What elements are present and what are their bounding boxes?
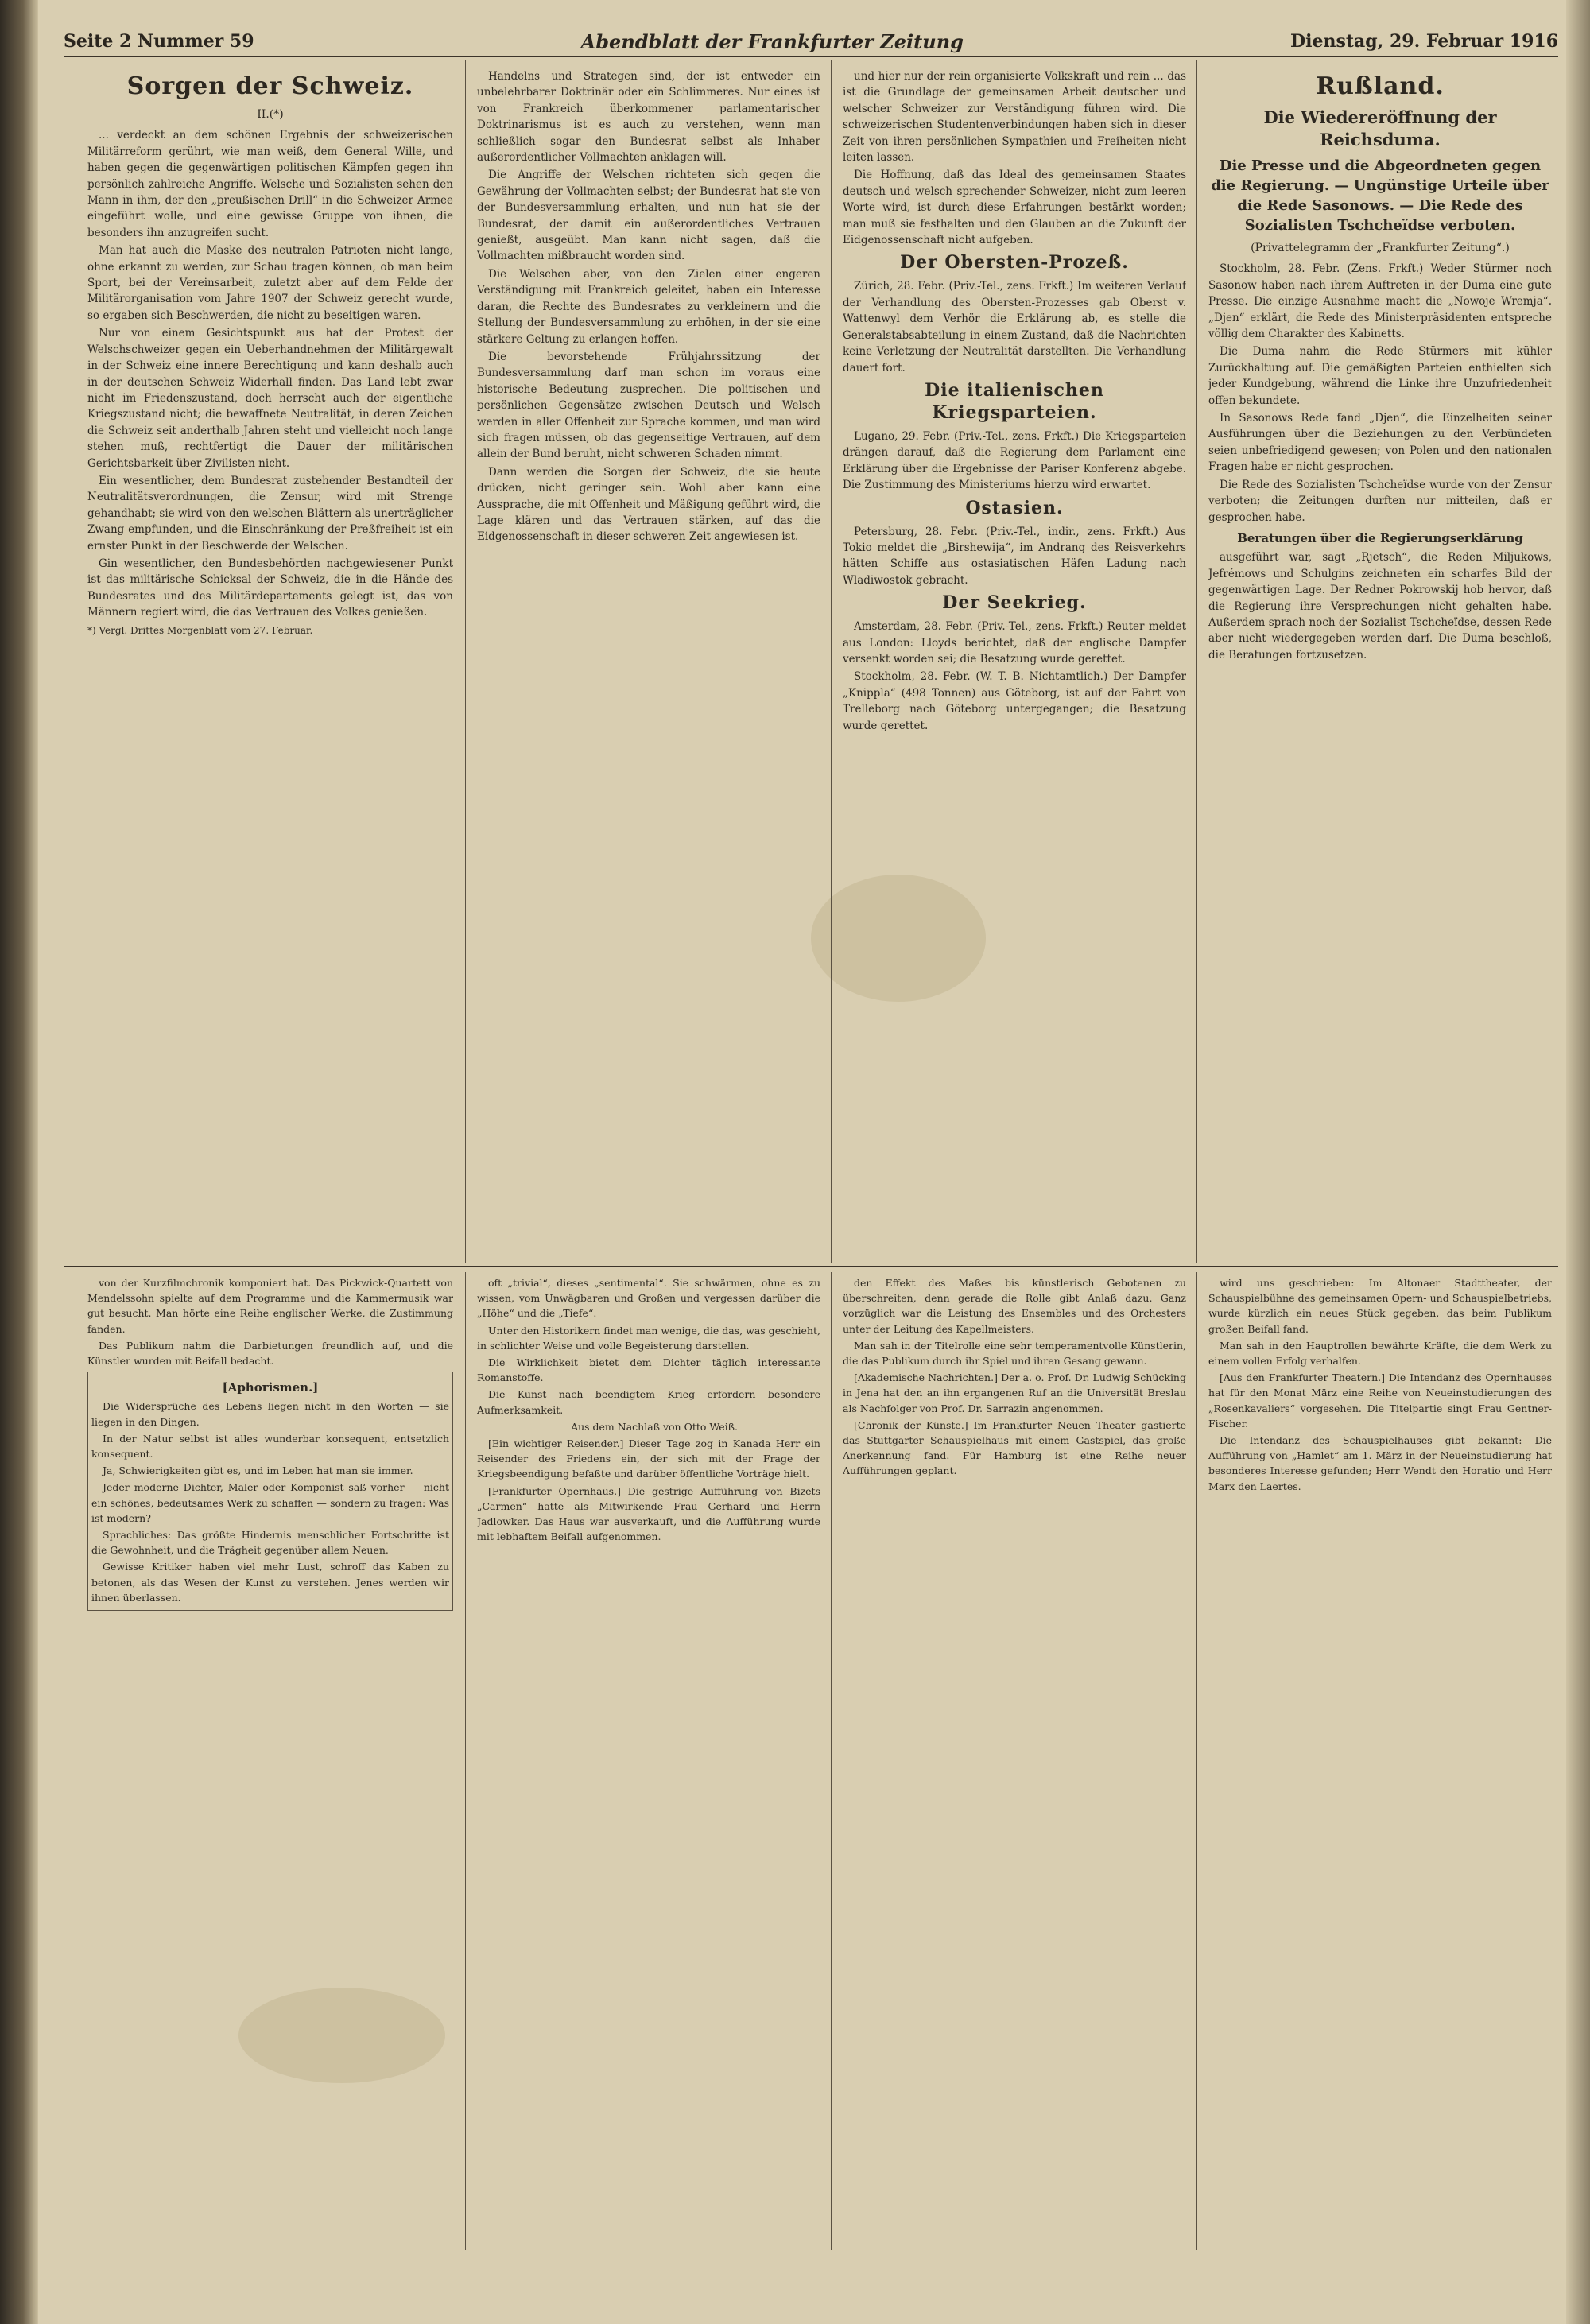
article-paragraph: Man hat auch die Maske des neutralen Patrioten nicht lange, ohne erkannt zu werden, zur Schau tragen können, ob man beim Sport, bei der Vereinsarbeit, zuletzt aber auf dem Felde der Militärorganisation vom Jahre 1907 der Schweiz gerecht wurde, so ergaben sich Beschwerden, die nicht zu beseitigen waren. [87, 244, 453, 322]
news-note: [Frankfurter Opernhaus.] Die gestrige Aufführung von Bizets „Carmen“ hatte als Mitwirkende Frau Gerhard und Herrn Jadlowker. Das Haus war ausverkauft, und die Aufführung wurde mit lebhaftem Beifall aufgenommen. [477, 1484, 820, 1543]
aphorism: Ja, Schwierigkeiten gibt es, und im Leben hat man sie immer. [103, 1465, 413, 1477]
feuilleton-column-1 [87, 1275, 453, 2245]
section-headline: Die italienischen Kriegsparteien. [925, 379, 1104, 423]
article-paragraph: Die Kunst nach beendigtem Krieg erfordern besondere Aufmerksamkeit. [477, 1388, 820, 1416]
article-paragraph: Die bevorstehende Frühjahrssitzung der Bundesversammlung darf man schon im voraus eine historische Bedeutung zusprechen. Die politischen und persönlichen Gegensätze zwischen Deutsch und Welsch werden in aller Offenheit zur Sprache kommen, und man wird sich fragen müssen, ob das gegenseitige Vertrauen, auf dem allein der Bund beruht, nicht schweren Schaden nimmt. [477, 350, 820, 461]
article-headline: Rußland. [1316, 72, 1445, 100]
news-note: [Aus den Frankfurter Theatern.] Die Intendanz des Opernhauses hat für den Monat März eine Reihe von Neueinstudierungen des „Rosenkavaliers“ vorgesehen. Die Titelpartie singt Frau Gentner-Fischer. [1208, 1372, 1552, 1430]
issue-date: Dienstag, 29. Februar 1916 [1290, 31, 1558, 52]
aphorism: Gewisse Kritiker haben viel mehr Lust, schroff das Kaben zu betonen, als das Wesen der Kunst zu verstehen. Jenes werden wir ihnen überlassen. [91, 1561, 449, 1604]
section-headline: Der Obersten-Prozeß. [900, 252, 1129, 274]
article-paragraph: Die Wirklichkeit bietet dem Dichter täglich interessante Romanstoffe. [477, 1356, 820, 1384]
article-sorgen-der-schweiz [87, 68, 453, 1261]
news-note: [Chronik der Künste.] Im Frankfurter Neuen Theater gastierte das Stuttgarter Schauspielhaus mit einem Gastspiel, das große Anerkennung fand. Für Hamburg ist eine Reihe neuer Aufführungen geplant. [843, 1418, 1186, 1477]
article-paragraph: Man sah in der Titelrolle eine sehr temperamentvolle Künstlerin, die das Publikum durch ihr Spiel und ihren Gesang gewann. [843, 1339, 1186, 1368]
article-paragraph: Ein wesentlicher, dem Bundesrat zustehender Bestandteil der Neutralitätsverordnungen, die Zensur, wird mit Strenge gehandhabt; sie wird von den welschen Blättern als unerträglicher Zwang empfunden, und die Einschränkung der Preßfreiheit ist ein ernster Punkt in der Beschwerde der Welschen. [87, 474, 453, 553]
article-paragraph: Stockholm, 28. Febr. (Zens. Frkft.) Weder Stürmer noch Sasonow haben nach ihrem Auftreten in der Duma eine gute Presse. Die einzige Ausnahme macht die „Nowoje Wremja“. „Djen“ erklärt, die Rede des Ministerpräsidenten entspreche völlig dem Charakter des Kabinetts. [1208, 262, 1552, 341]
article-paragraph: Petersburg, 28. Febr. (Priv.-Tel., indir., zens. Frkft.) Aus Tokio meldet die „Birshewija“, im Andrang des Reisverkehrs hätten Schiffe aus ostasiatischen Häfen Ladung nach Wladiwostok gebracht. [843, 525, 1186, 587]
article-paragraph: ausgeführt war, sagt „Rjetsch“, die Reden Miljukows, Jefrémows und Schulgins zeichneten ein scharfes Bild der gegenwärtigen Lage. Der Redner Pokrowskij hob hervor, daß die Regierung ihre Versprechungen nicht gehalten habe. Außerdem sprach noch der Sozialist Tschcheïdse, dessen Rede aber nicht wiedergegeben werden darf. Die Duma beschloß, die Beratungen fortzusetzen. [1208, 551, 1552, 662]
column-rule [465, 1272, 466, 2250]
news-note: [Akademische Nachrichten.] Der a. o. Prof. Dr. Ludwig Schücking in Jena hat den an ihn ergangenen Ruf an die Universität Breslau als Nachfolger von Prof. Dr. Sarrazin angenommen. [843, 1372, 1186, 1414]
article-paragraph: Die Duma nahm die Rede Stürmers mit kühler Zurückhaltung auf. Die gemäßigten Parteien enthielten sich jeder Kundgebung, während die Linke ihre Unzufriedenheit offen bekundete. [1208, 345, 1552, 407]
article-paragraph: Lugano, 29. Febr. (Priv.-Tel., zens. Frkft.) Die Kriegsparteien drängen darauf, daß die Regierung dem Parlament eine Erklärung über die Ergebnisse der Pariser Konferenz abgebe. Die Zustimmung des Ministeriums hierzu wird erwartet. [843, 429, 1186, 492]
article-paragraph: Die Angriffe der Welschen richteten sich gegen die Gewährung der Vollmachten selbst; der Bundesrat hat sie von der Bundesversammlung erhalten, und nun hat sie der Bundesrat, der damit ein außerordentliches Vertrauen genießt, ausgeübt. Man kann nicht sagen, daß die Vollmachten mißbraucht worden sind. [477, 169, 820, 263]
article-paragraph: Amsterdam, 28. Febr. (Priv.-Tel., zens. Frkft.) Reuter meldet aus London: Lloyds berichtet, daß der englische Dampfer versenkt worden sei; die Besatzung wurde gerettet. [843, 620, 1186, 665]
section-headline: Der Seekrieg. [942, 592, 1087, 614]
footnote: *) Vergl. Drittes Morgenblatt vom 27. Februar. [87, 624, 313, 636]
article-paragraph: Die Hoffnung, daß das Ideal des gemeinsamen Staates deutsch und welsch sprechender Schweizer, nicht zum leeren Worte wird, ist durch diese Erfahrungen bestärkt worden; man muß sie festhalten und den Glauben an die Zukunft der Eidgenossenschaft nicht aufgeben. [843, 169, 1186, 247]
article-paragraph: wird uns geschrieben: Im Altonaer Stadttheater, der Schauspielbühne des gemeinsamen Opern- und Schauspielbetriebs, wurde kürzlich ein neues Stück gegeben, das beim Publikum großen Beifall fand. [1208, 1277, 1552, 1335]
aphorism: Jeder moderne Dichter, Maler oder Komponist saß vorher — nicht ein schönes, bedeutsames Werk zu schaffen — sondern zu fragen: Was ist modern? [91, 1481, 449, 1524]
feuilleton-column-3 [843, 1275, 1186, 2245]
article-paragraph: In Sasonows Rede fand „Djen“, die Einzelheiten seiner Ausführungen über die Beziehungen zu den Verbündeten seien unbefriedigend gewesen; von Polen und den nationalen Fragen habe er nicht gesprochen. [1208, 412, 1552, 474]
feuilleton-column-2 [477, 1275, 820, 2245]
article-paragraph: von der Kurzfilmchronik komponiert hat. Das Pickwick-Quartett von Mendelssohn spielte auf dem Programme und die Kammermusik war gut besucht. Man hörte eine Reihe englischer Werke, die Zustimmung fanden. [87, 1277, 453, 1335]
article-paragraph: Das Publikum nahm die Darbietungen freundlich auf, und die Künstler wurden mit Beifall bedacht. [87, 1339, 453, 1368]
masthead [64, 27, 1558, 57]
article-paragraph: Die Welschen aber, von den Zielen einer engeren Verständigung mit Frankreich geleitet, haben ein Interesse daran, die Rechte des Bundesrates zu verkleinern und die Stellung der Bundesversammlung zu erhöhen, in der sie eine stärkere Geltung zu erlangen hoffen. [477, 267, 820, 346]
article-paragraph: Nur von einem Gesichtspunkt aus hat der Protest der Welschschweizer gegen ein Ueberhandnehmen der Militärgewalt in der Schweiz eine innere Berechtigung und kann deshalb auch in der deutschen Schweiz Widerhall finden. Das Land lebt zwar nicht im Friedenszustand, doch herrscht auch der eigentliche Kriegszustand nicht; die bewaffnete Neutralität, in deren Zeichen die Schweiz seit anderthalb Jahren steht und vielleicht noch lange stehen muß, rechtfertigt die Dauer der militärischen Gerichtsbarkeit über Zivilisten nicht. [87, 327, 453, 470]
aphorism: Die Widersprüche des Lebens liegen nicht in den Worten — sie liegen in den Dingen. [91, 1400, 449, 1428]
section-divider [64, 1266, 1558, 1267]
article-part-number: II.(*) [257, 108, 284, 121]
article-subdeck: Die Presse und die Abgeordneten gegen die Regierung. — Ungünstige Urteile über die Rede Sasonows. — Die Rede des Sozialisten Tschcheïdse verboten. [1211, 157, 1549, 234]
column-rule [831, 1272, 832, 2250]
article-paragraph: Stockholm, 28. Febr. (W. T. B. Nichtamtlich.) Der Dampfer „Knippla“ (498 Tonnen) aus Göteborg, ist auf der Fahrt von Trelleborg nach Göteborg untergegangen; die Besatzung wurde gerettet. [843, 670, 1186, 732]
column-rule [465, 60, 466, 1263]
aphorism: Sprachliches: Das größte Hindernis menschlicher Fortschritte ist die Gewohnheit, und die Trägheit gegenüber allem Neuen. [91, 1529, 449, 1557]
article-paragraph: Die Rede des Sozialisten Tschcheïdse wurde von der Zensur verboten; die Zeitungen durften nur mitteilen, daß er gesprochen habe. [1208, 478, 1552, 524]
article-paragraph: und hier nur der rein organisierte Volkskraft und rein ... das ist die Grundlage der gemeinsamen Arbeit deutscher und welscher Schweizer zur Verständigung führen wird. Die schweizerischen Studentenverbindungen haben sich in dieser Zeit von ihren persönlichen Sympathien und Freiheiten nicht leiten lassen. [843, 70, 1186, 165]
newspaper-title: Abendblatt der Frankfurter Zeitung [580, 29, 964, 53]
article-deck: Die Wiedereröffnung der Reichsduma. [1263, 107, 1497, 149]
article-paragraph: den Effekt des Maßes bis künstlerisch Gebotenen zu überschreiten, denn gerade die Rolle gibt Anlaß dazu. Ganz vorzüglich war die Leistung des Ensembles und des Orchesters unter der Leitung des Kapellmeisters. [843, 1277, 1186, 1335]
section-headline: Ostasien. [965, 497, 1064, 518]
article-paragraph: Handelns und Strategen sind, der ist entweder ein unbelehrbarer Doktrinär oder ein Schlimmeres. Nur eines ist von Frankreich überkommener parlamentarischer Doktrinarismus ist es auch zu verstehen, wenn man schließlich sogar den Bundesrat selbst als Inhaber außerordentlicher Vollmachten anklagen will. [477, 70, 820, 165]
book-binding-edge [0, 0, 38, 2324]
article-paragraph: oft „trivial“, dieses „sentimental“. Sie schwärmen, ohne es zu wissen, vom Unwägbaren und Großen und vergessen darüber die „Höhe“ und die „Tiefe“. [477, 1277, 820, 1320]
article-paragraph: ... verdeckt an dem schönen Ergebnis der schweizerischen Militärreform gerührt, wie man weiß, dem General Wille, und haben gegen die gegenwärtigen politischen Kämpfen gegen ihn persönlich zahlreiche Angriffe. Welsche und Sozialisten sehen den Mann in ihm, der den „preußischen Drill“ in die Schweizer Armee eingeführt wolle, und eine gewisse Gruppe von ihnen, die besonders ihn anzugreifen sucht. [87, 129, 453, 239]
page-right-edge [1566, 0, 1590, 2324]
news-column [843, 68, 1186, 1261]
article-paragraph: Man sah in den Hauptrollen bewährte Kräfte, die dem Werk zu einem vollen Erfolg verhalfen. [1208, 1339, 1552, 1368]
column-rule [1196, 60, 1197, 1263]
column-rule [1196, 1272, 1197, 2250]
news-note: [Ein wichtiger Reisender.] Dieser Tage zog in Kanada Herr ein Reisender des Friedens ein, der sich mit der Frage der Kriegsbeendigung befaßte und darüber öffentliche Vorträge hielt. [477, 1437, 820, 1480]
attribution: Aus dem Nachlaß von Otto Weiß. [571, 1420, 738, 1433]
article-paragraph: Gin wesentlicher, den Bundesbehörden nachgewiesener Punkt ist das militärische Schicksal der Schweiz, die in die Hände des Bundesrates und des Militärdepartements gelegt ist, das von Männern regiert wird, die das Vertrauen des Volkes genießen. [87, 557, 453, 619]
page-number: Seite 2 Nummer 59 [64, 31, 254, 52]
article-source: (Privattelegramm der „Frankfurter Zeitung“.) [1251, 242, 1510, 254]
news-note: Die Intendanz des Schauspielhauses gibt bekannt: Die Aufführung von „Hamlet“ am 1. März in der Neueinstudierung hat besonderes Interesse gefunden; Herr Wendt den Horatio und Herr Marx den Laertes. [1208, 1434, 1552, 1492]
article-continuation [477, 68, 820, 1261]
article-headline: Sorgen der Schweiz. [126, 72, 414, 100]
article-paragraph: Dann werden die Sorgen der Schweiz, die sie heute drücken, nicht geringer sein. Wohl aber kann eine Aussprache, die mit Offenheit und Mäßigung geführt wird, die Lage klären und das Vertrauen stärken, auf das die Eidgenossenschaft in dieser schweren Zeit angewiesen ist. [477, 465, 820, 544]
article-paragraph: Zürich, 28. Febr. (Priv.-Tel., zens. Frkft.) Im weiteren Verlauf der Verhandlung des Obersten-Prozesses gab Oberst v. Wattenwyl dem Verhör die Erklärung ab, es stelle die Generalstabsabteilung in einem Zustand, daß die Nachrichten keine Verletzung der Neutralität darstellten. Die Verhandlung dauert fort. [843, 280, 1186, 374]
article-paragraph: Unter den Historikern findet man wenige, die das, was geschieht, in schlichter Weise und volle Begeisterung darstellen. [477, 1324, 820, 1352]
aphorisms-title: [Aphorismen.] [222, 1380, 319, 1395]
subsection-heading: Beratungen über die Regierungserklärung [1237, 530, 1523, 545]
column-rule [831, 60, 832, 1263]
article-russland [1208, 68, 1552, 1261]
aphorisms-box [87, 1372, 453, 1611]
aphorism: In der Natur selbst ist alles wunderbar konsequent, entsetzlich konsequent. [91, 1432, 449, 1461]
feuilleton-column-4 [1208, 1275, 1552, 2245]
